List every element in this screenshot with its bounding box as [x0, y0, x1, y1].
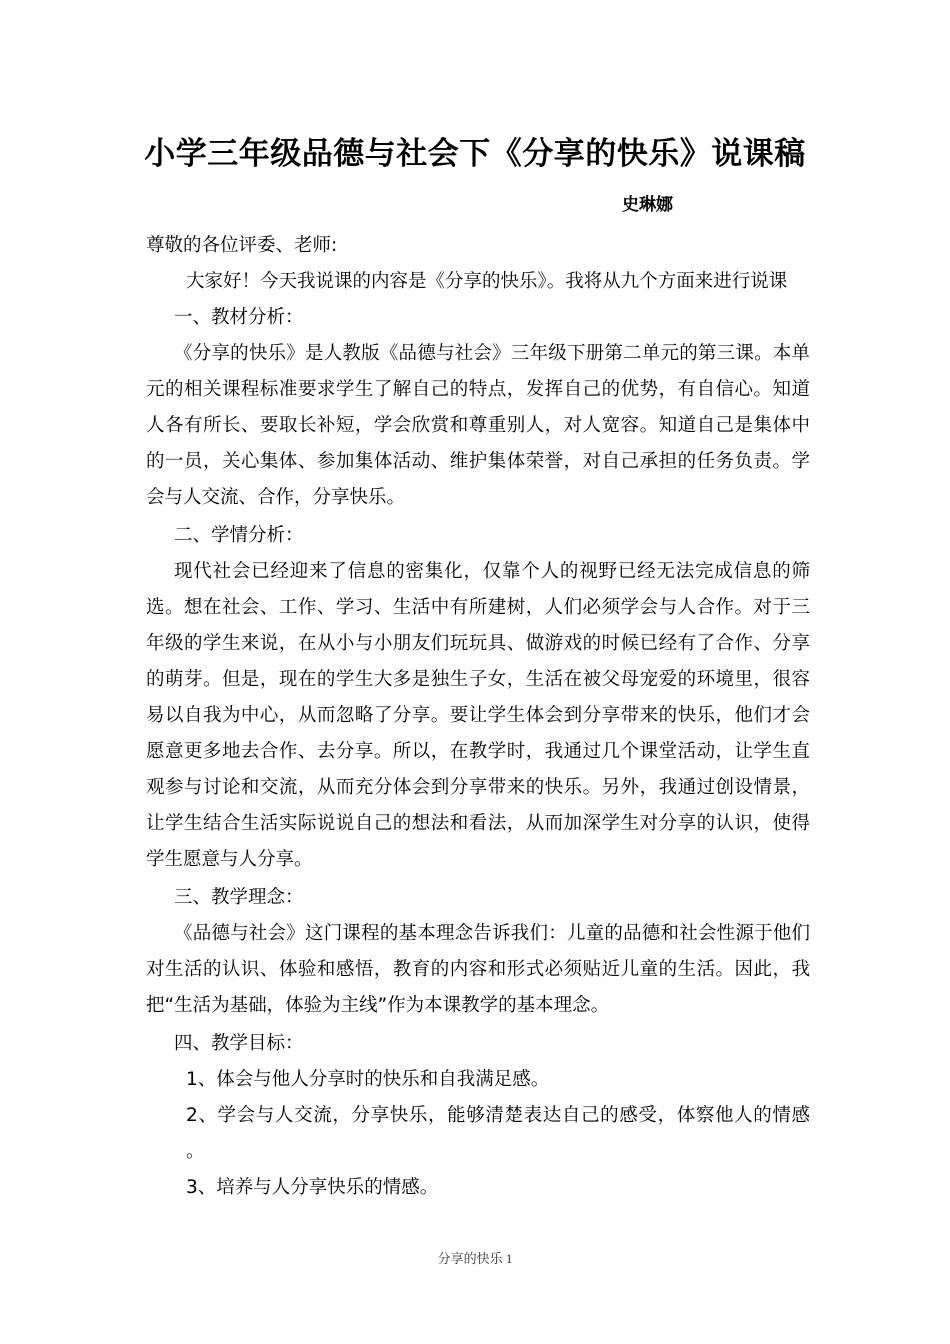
section-heading: 一、教材分析： [174, 307, 304, 328]
page-footer: 分享的快乐 1 [437, 1251, 513, 1266]
section-paragraph: 现代社会已经迎来了信息的密集化，仅靠个人的视野已经无法完成信息的筛选。想在社会、工作、学习、生活中有所建树，人们必须学会与人合作。对于三年级的学生来说，在从小与小朋友们玩玩具、做游戏的时候已经有了合作、分享的萌芽。但是，现在的学生大多是独生子女，生活在被父母宠爱的环境里，很容易以自我为中心，从而忽略了分享。要让学生体会到分享带来的快乐，他们才会愿意更多地去合作、去分享。所以，在教学时，我通过几个课堂活动，让学生直观参与讨论和交流，从而充分体会到分享带来的快乐。另外，我通过创设情景，让学生结合生活实际说说自己的想法和看法，从而加深学生对分享的认识，使得学生愿意与人分享。 [146, 561, 810, 870]
intro-paragraph: 大家好！今天我说课的内容是《分享的快乐》。我将从九个方面来进行说课 [186, 271, 788, 292]
salutation: 尊敬的各位评委、老师: [146, 235, 338, 256]
author-name: 史琳娜 [622, 195, 673, 215]
section-paragraph: 《分享的快乐》是人教版《品德与社会》三年级下册第二单元的第三课。本单元的相关课程标准要求学生了解自己的特点，发挥自己的优势，有自信心。知道人各有所长、要取长补短，学会欣赏和尊重别人，对人宽容。知道自己是集体中的一员，关心集体、参加集体活动、维护集体荣誉，对自己承担的任务负责。学会与人交流、合作，分享快乐。 [146, 343, 810, 508]
list-item: 2、学会与人交流，分享快乐，能够清楚表达自己的感受，体察他人的情感 。 [186, 1105, 810, 1162]
list-item: 1、体会与他人分享时的快乐和自我满足感。 [186, 1069, 550, 1090]
document-title: 小学三年级品德与社会下《分享的快乐》说课稿 [144, 136, 806, 172]
section-paragraph: 《品德与社会》这门课程的基本理念告诉我们：儿童的品德和社会性源于他们对生活的认识、体验和感悟，教育的内容和形式必须贴近儿童的生活。因此，我把“生活为基础，体验为主线”作为本课教学的基本理念。 [146, 923, 810, 1016]
section-heading: 四、教学目标： [174, 1033, 304, 1054]
section-heading: 三、教学理念： [174, 887, 304, 908]
section-heading: 二、学情分析： [174, 525, 304, 546]
list-item: 3、培养与人分享快乐的情感。 [186, 1177, 439, 1198]
document-body [146, 228, 810, 1206]
